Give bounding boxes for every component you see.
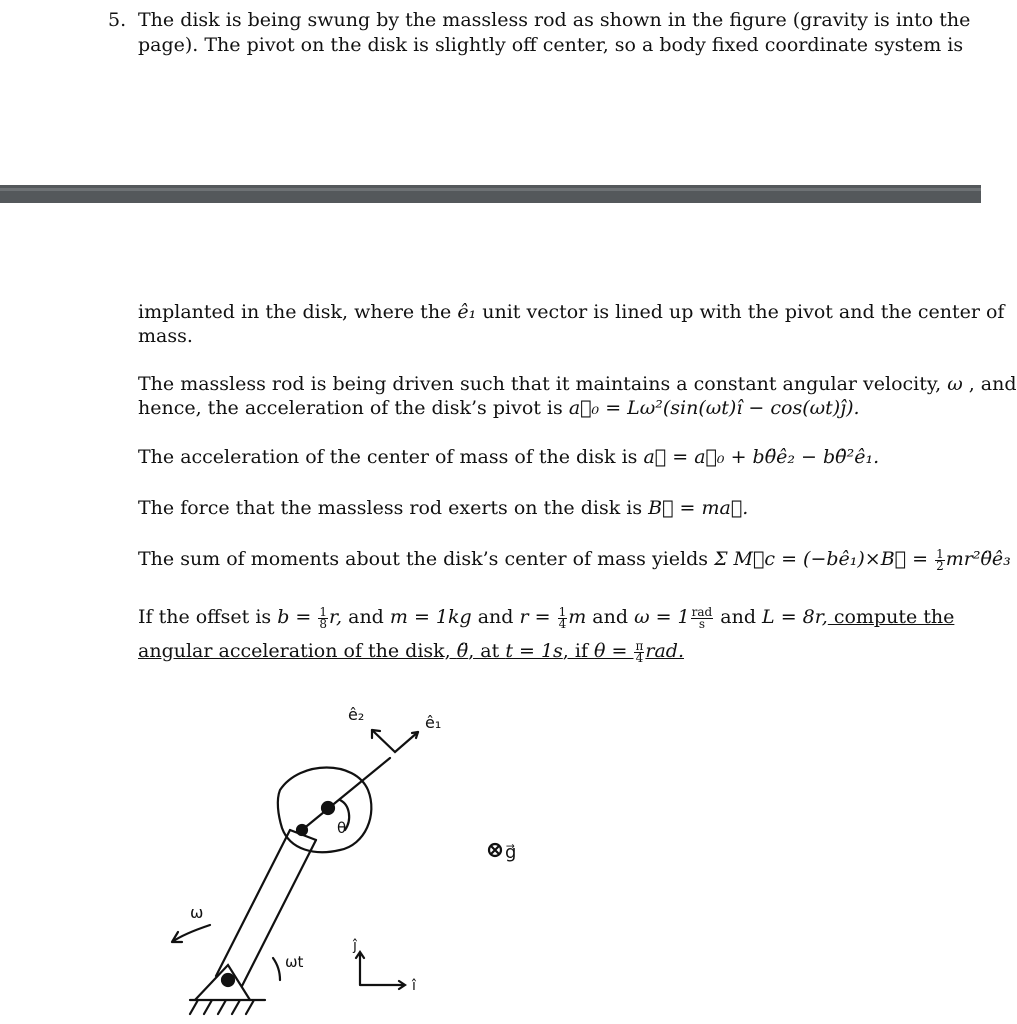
problem-line-4: mass. <box>138 325 193 347</box>
page-divider-highlight <box>0 188 981 191</box>
theta-label: θ <box>337 819 347 837</box>
problem-number: 5. <box>108 9 127 31</box>
paragraph-question: angular acceleration of the disk, θ̈, at t = 1s, if θ = $\frac{\pi}{4}$ rad. <box>138 638 684 665</box>
problem-line-3: implanted in the disk, where the ê₁ unit vector is lined up with the pivot and the center of <box>138 301 1005 323</box>
i-label: î <box>412 978 416 994</box>
wt-arc <box>273 958 280 980</box>
wt-label: ωt <box>285 953 304 971</box>
ground-hatch <box>190 1000 265 1014</box>
i-j-axes <box>356 952 405 989</box>
paragraph-pivot-acceleration: hence, the acceleration of the disk’s pivot is a⃗₀ = Lω²(sin(ωt)î − cos(ωt)ĵ). <box>138 397 860 419</box>
e2-label: ê₂ <box>348 705 365 724</box>
paragraph-given-values: If the offset is b = $\frac{1}{8}$ r, and m = 1kg and r = $\frac{1}{4}$ m and ω = 1 $\frac{\text{rad}}{s}$ and L = 8r, compute the <box>138 604 955 631</box>
paragraph-cm-acceleration: The acceleration of the center of mass of the disk is a⃗ = a⃗₀ + bθ̈ê₂ − bθ̇²ê₁. <box>138 446 880 468</box>
j-label: ĵ <box>353 938 357 954</box>
omega-label: ω <box>190 903 204 922</box>
ground-pivot <box>222 974 234 986</box>
problem-line-2: page). The pivot on the disk is slightly off center, so a body fixed coordinate system is <box>138 34 964 56</box>
paragraph-moment-sum: The sum of moments about the disk’s center of mass yields Σ M⃗c = (−bê₁)×B⃗ = $\frac{1}{2}$ mr²θ̈ê₃ <box>138 546 1011 573</box>
problem-line-1: The disk is being swung by the massless rod as shown in the figure (gravity is into the <box>138 9 971 31</box>
paragraph-angular-velocity: The massless rod is being driven such that it maintains a constant angular velocity, ω , and <box>138 373 1017 395</box>
gravity-label: g⃗ <box>505 842 517 863</box>
e1-label: ê₁ <box>425 713 442 732</box>
disk-figure <box>150 680 570 1024</box>
omega-arrow <box>172 925 210 942</box>
paragraph-rod-force: The force that the massless rod exerts on the disk is B⃗ = ma⃗. <box>138 497 749 519</box>
